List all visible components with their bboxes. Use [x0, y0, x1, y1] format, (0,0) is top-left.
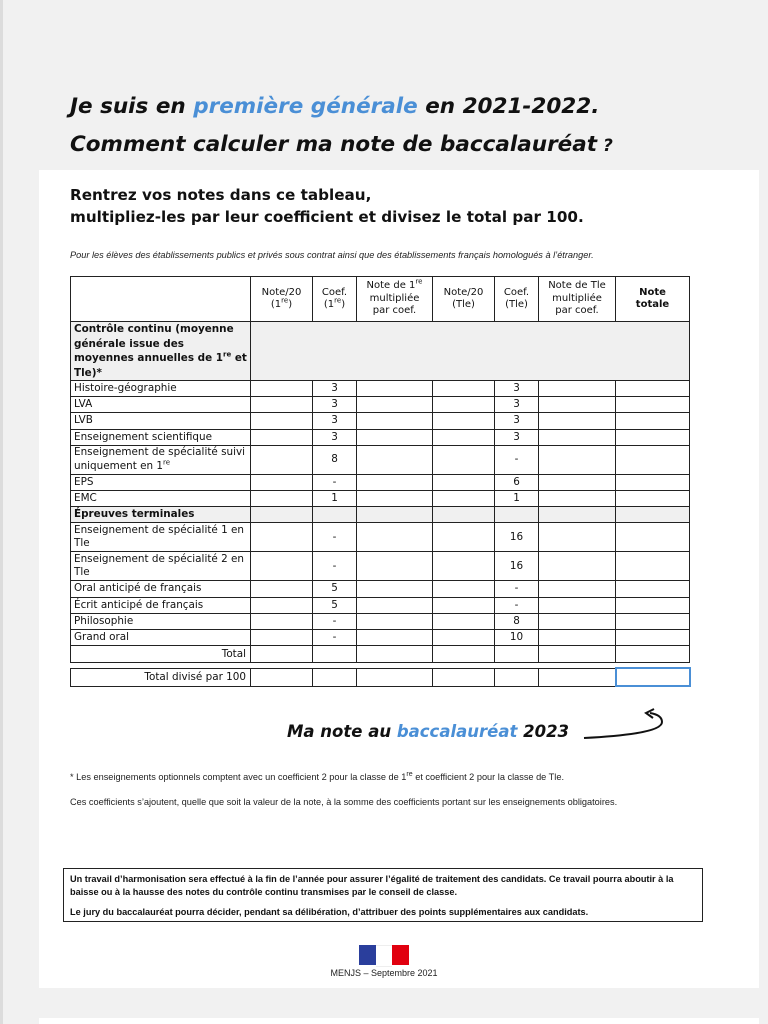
subject-label: Enseignement scientifique — [71, 429, 251, 445]
notetle-mult-input[interactable] — [539, 397, 616, 413]
note20-tle-input[interactable] — [433, 413, 495, 429]
note20-tle-input[interactable] — [433, 629, 495, 645]
result-heading: Ma note au baccalauréat 2023 — [287, 722, 570, 741]
table-row — [71, 629, 690, 645]
notetle-mult-input[interactable] — [539, 581, 616, 597]
notetle-mult-input[interactable] — [539, 413, 616, 429]
note20-1re-input[interactable] — [251, 429, 313, 445]
coef-1re: 3 — [313, 397, 357, 413]
coef-1re: 8 — [313, 445, 357, 474]
header-coef-tle: Coef. (Tle) — [495, 277, 539, 322]
note20-1re-input[interactable] — [251, 381, 313, 397]
total-cell[interactable] — [433, 646, 495, 663]
note1re-mult-input[interactable] — [357, 474, 433, 490]
coef-1re: - — [313, 613, 357, 629]
coef-tle: 3 — [495, 381, 539, 397]
table-row — [71, 581, 690, 597]
subject-label: Enseignement de spécialité 2 en Tle — [71, 552, 251, 581]
total-label: Total — [71, 646, 251, 663]
note20-tle-input[interactable] — [433, 552, 495, 581]
total-divided-label: Total divisé par 100 — [71, 668, 251, 686]
flag-white — [376, 945, 393, 967]
empty-cell — [433, 668, 495, 686]
total-cell[interactable] — [495, 646, 539, 663]
empty-cell — [313, 668, 357, 686]
coef-tle: 3 — [495, 397, 539, 413]
total-cell[interactable] — [539, 646, 616, 663]
instructions-line-1: Rentrez vos notes dans ce tableau, — [70, 186, 372, 204]
subject-label: Histoire-géographie — [71, 381, 251, 397]
note1re-mult-input[interactable] — [357, 429, 433, 445]
coef-1re: - — [313, 552, 357, 581]
note20-1re-input[interactable] — [251, 445, 313, 474]
notetle-mult-input[interactable] — [539, 523, 616, 552]
coef-tle: 10 — [495, 629, 539, 645]
eligibility-notice: Pour les élèves des établissements publics et privés sous contrat ainsi que des établissements français homologués à l’étranger. — [70, 250, 594, 260]
note20-tle-input[interactable] — [433, 397, 495, 413]
coef-tle: 16 — [495, 523, 539, 552]
note20-1re-input[interactable] — [251, 474, 313, 490]
total-cell[interactable] — [313, 646, 357, 663]
curved-arrow-icon — [582, 708, 672, 744]
subject-label: Grand oral — [71, 629, 251, 645]
note1re-mult-input[interactable] — [357, 397, 433, 413]
subject-label: Écrit anticipé de français — [71, 597, 251, 613]
notetle-mult-input[interactable] — [539, 474, 616, 490]
coef-1re: - — [313, 474, 357, 490]
harmonisation-notice-box — [63, 868, 703, 922]
note20-1re-input[interactable] — [251, 581, 313, 597]
note1re-mult-input[interactable] — [357, 381, 433, 397]
note20-1re-input[interactable] — [251, 613, 313, 629]
coef-tle: 8 — [495, 613, 539, 629]
coef-1re: 1 — [313, 490, 357, 506]
table-row — [71, 474, 690, 490]
coef-1re: - — [313, 629, 357, 645]
note20-tle-input[interactable] — [433, 523, 495, 552]
harmonisation-text: Un travail d’harmonisation sera effectué à la fin de l’année pour assurer l’égalité de traitement des candidats. Ce travail pourra aboutir à la baisse ou à la hausse des notes du contrôle continu transmises par le conseil de classe. — [70, 874, 674, 897]
notetle-mult-input[interactable] — [539, 597, 616, 613]
section-et-label: Épreuves terminales — [71, 507, 251, 523]
table-row — [71, 552, 690, 581]
table-row — [71, 413, 690, 429]
final-note-input[interactable] — [616, 668, 690, 686]
note-totale-input[interactable] — [616, 581, 690, 597]
note1re-mult-input[interactable] — [357, 523, 433, 552]
subject-label: Enseignement de spécialité 1 en Tle — [71, 523, 251, 552]
notetle-mult-input[interactable] — [539, 490, 616, 506]
note-totale-input[interactable] — [616, 445, 690, 474]
header-note20-1re: Note/20 (1re) — [251, 277, 313, 322]
coef-1re: 3 — [313, 429, 357, 445]
note-totale-input[interactable] — [616, 523, 690, 552]
note20-1re-input[interactable] — [251, 523, 313, 552]
coef-1re: 3 — [313, 381, 357, 397]
note20-tle-input[interactable] — [433, 429, 495, 445]
coef-tle: - — [495, 597, 539, 613]
header-note1re-multiplied: Note de 1re multipliée par coef. — [357, 277, 433, 322]
note20-1re-input[interactable] — [251, 552, 313, 581]
note-totale-input[interactable] — [616, 552, 690, 581]
header-coef-1re: Coef. (1re) — [313, 277, 357, 322]
note20-tle-input[interactable] — [433, 597, 495, 613]
table-row — [71, 597, 690, 613]
page-title-line-1: Je suis en première générale en 2021-2022. — [70, 94, 600, 119]
table-row — [71, 429, 690, 445]
coef-tle: - — [495, 581, 539, 597]
grades-table — [70, 276, 691, 687]
coef-tle: - — [495, 445, 539, 474]
note20-tle-input[interactable] — [433, 381, 495, 397]
page-edge — [0, 0, 3, 1024]
note1re-mult-input[interactable] — [357, 413, 433, 429]
french-republic-logo — [359, 945, 409, 965]
notetle-mult-input[interactable] — [539, 629, 616, 645]
note-totale-input[interactable] — [616, 629, 690, 645]
table-row — [71, 381, 690, 397]
total-divided-row — [71, 668, 690, 686]
table-row — [71, 445, 690, 474]
note20-tle-input[interactable] — [433, 490, 495, 506]
subject-label: EPS — [71, 474, 251, 490]
total-cell[interactable] — [616, 646, 690, 663]
empty-cell — [357, 668, 433, 686]
subject-label: LVA — [71, 397, 251, 413]
table-header-row — [71, 277, 690, 322]
note-totale-input[interactable] — [616, 397, 690, 413]
note-totale-input[interactable] — [616, 613, 690, 629]
note-totale-input[interactable] — [616, 490, 690, 506]
empty-cell — [495, 668, 539, 686]
subject-label: Oral anticipé de français — [71, 581, 251, 597]
subject-label: Philosophie — [71, 613, 251, 629]
header-subject — [71, 277, 251, 322]
note1re-mult-input[interactable] — [357, 490, 433, 506]
section-epreuves-terminales — [71, 507, 690, 523]
note20-1re-input[interactable] — [251, 629, 313, 645]
coef-tle: 1 — [495, 490, 539, 506]
section-cc-label: Contrôle continu (moyenne générale issue des moyennes annuelles de 1re et Tle)* — [71, 322, 251, 381]
note1re-mult-input[interactable] — [357, 629, 433, 645]
header-note20-tle: Note/20 (Tle) — [433, 277, 495, 322]
coef-1re: - — [313, 523, 357, 552]
notetle-mult-input[interactable] — [539, 613, 616, 629]
table-row — [71, 490, 690, 506]
total-row — [71, 646, 690, 663]
note-totale-input[interactable] — [616, 474, 690, 490]
note1re-mult-input[interactable] — [357, 597, 433, 613]
note20-1re-input[interactable] — [251, 597, 313, 613]
title-accent: première générale — [193, 94, 418, 119]
subject-label: EMC — [71, 490, 251, 506]
notetle-mult-input[interactable] — [539, 445, 616, 474]
note20-tle-input[interactable] — [433, 474, 495, 490]
total-cell[interactable] — [357, 646, 433, 663]
section-controle-continu — [71, 322, 690, 381]
jury-text: Le jury du baccalauréat pourra décider, pendant sa délibération, d’attribuer des points supplémentaires aux candidats. — [70, 907, 589, 918]
header-notetle-multiplied: Note de Tle multipliée par coef. — [539, 277, 616, 322]
instructions — [70, 184, 730, 228]
empty-cell — [539, 668, 616, 686]
page-header — [70, 88, 750, 165]
note20-1re-input[interactable] — [251, 413, 313, 429]
document-card — [39, 170, 759, 988]
note-totale-input[interactable] — [616, 597, 690, 613]
note20-tle-input[interactable] — [433, 445, 495, 474]
note-totale-input[interactable] — [616, 429, 690, 445]
note-totale-input[interactable] — [616, 413, 690, 429]
table-row — [71, 523, 690, 552]
flag-blue — [359, 945, 376, 965]
coef-1re: 5 — [313, 597, 357, 613]
coef-1re: 3 — [313, 413, 357, 429]
note1re-mult-input[interactable] — [357, 552, 433, 581]
notetle-mult-input[interactable] — [539, 552, 616, 581]
table-row — [71, 397, 690, 413]
note20-1re-input[interactable] — [251, 490, 313, 506]
publisher-footer: MENJS – Septembre 2021 — [330, 968, 438, 978]
header-note-totale: Note totale — [616, 277, 690, 322]
note-totale-input[interactable] — [616, 381, 690, 397]
notetle-mult-input[interactable] — [539, 381, 616, 397]
next-page-edge — [39, 1018, 759, 1024]
subject-label: LVB — [71, 413, 251, 429]
footnote-optional: * Les enseignements optionnels comptent avec un coefficient 2 pour la classe de 1re et coefficient 2 pour la classe de Tle. — [70, 770, 564, 782]
page-title-line-2: Comment calculer ma note de baccalauréat ? — [70, 132, 613, 157]
note1re-mult-input[interactable] — [357, 445, 433, 474]
footnote-coefficients: Ces coefficients s’ajoutent, quelle que soit la valeur de la note, à la somme des coefficients portant sur les enseignements obligatoires. — [70, 797, 618, 807]
coef-tle: 6 — [495, 474, 539, 490]
empty-cell — [251, 668, 313, 686]
result-accent: baccalauréat — [396, 722, 518, 741]
coef-1re: 5 — [313, 581, 357, 597]
coef-tle: 16 — [495, 552, 539, 581]
flag-red — [392, 945, 409, 965]
total-cell[interactable] — [251, 646, 313, 663]
note20-1re-input[interactable] — [251, 397, 313, 413]
table-row — [71, 613, 690, 629]
note1re-mult-input[interactable] — [357, 581, 433, 597]
spec-1re-label: Enseignement de spécialité suivi uniquement en 1re — [71, 445, 251, 474]
coef-tle: 3 — [495, 429, 539, 445]
coef-tle: 3 — [495, 413, 539, 429]
instructions-line-2: multipliez-les par leur coefficient et divisez le total par 100. — [70, 208, 584, 226]
note1re-mult-input[interactable] — [357, 613, 433, 629]
note20-tle-input[interactable] — [433, 581, 495, 597]
note20-tle-input[interactable] — [433, 613, 495, 629]
notetle-mult-input[interactable] — [539, 429, 616, 445]
